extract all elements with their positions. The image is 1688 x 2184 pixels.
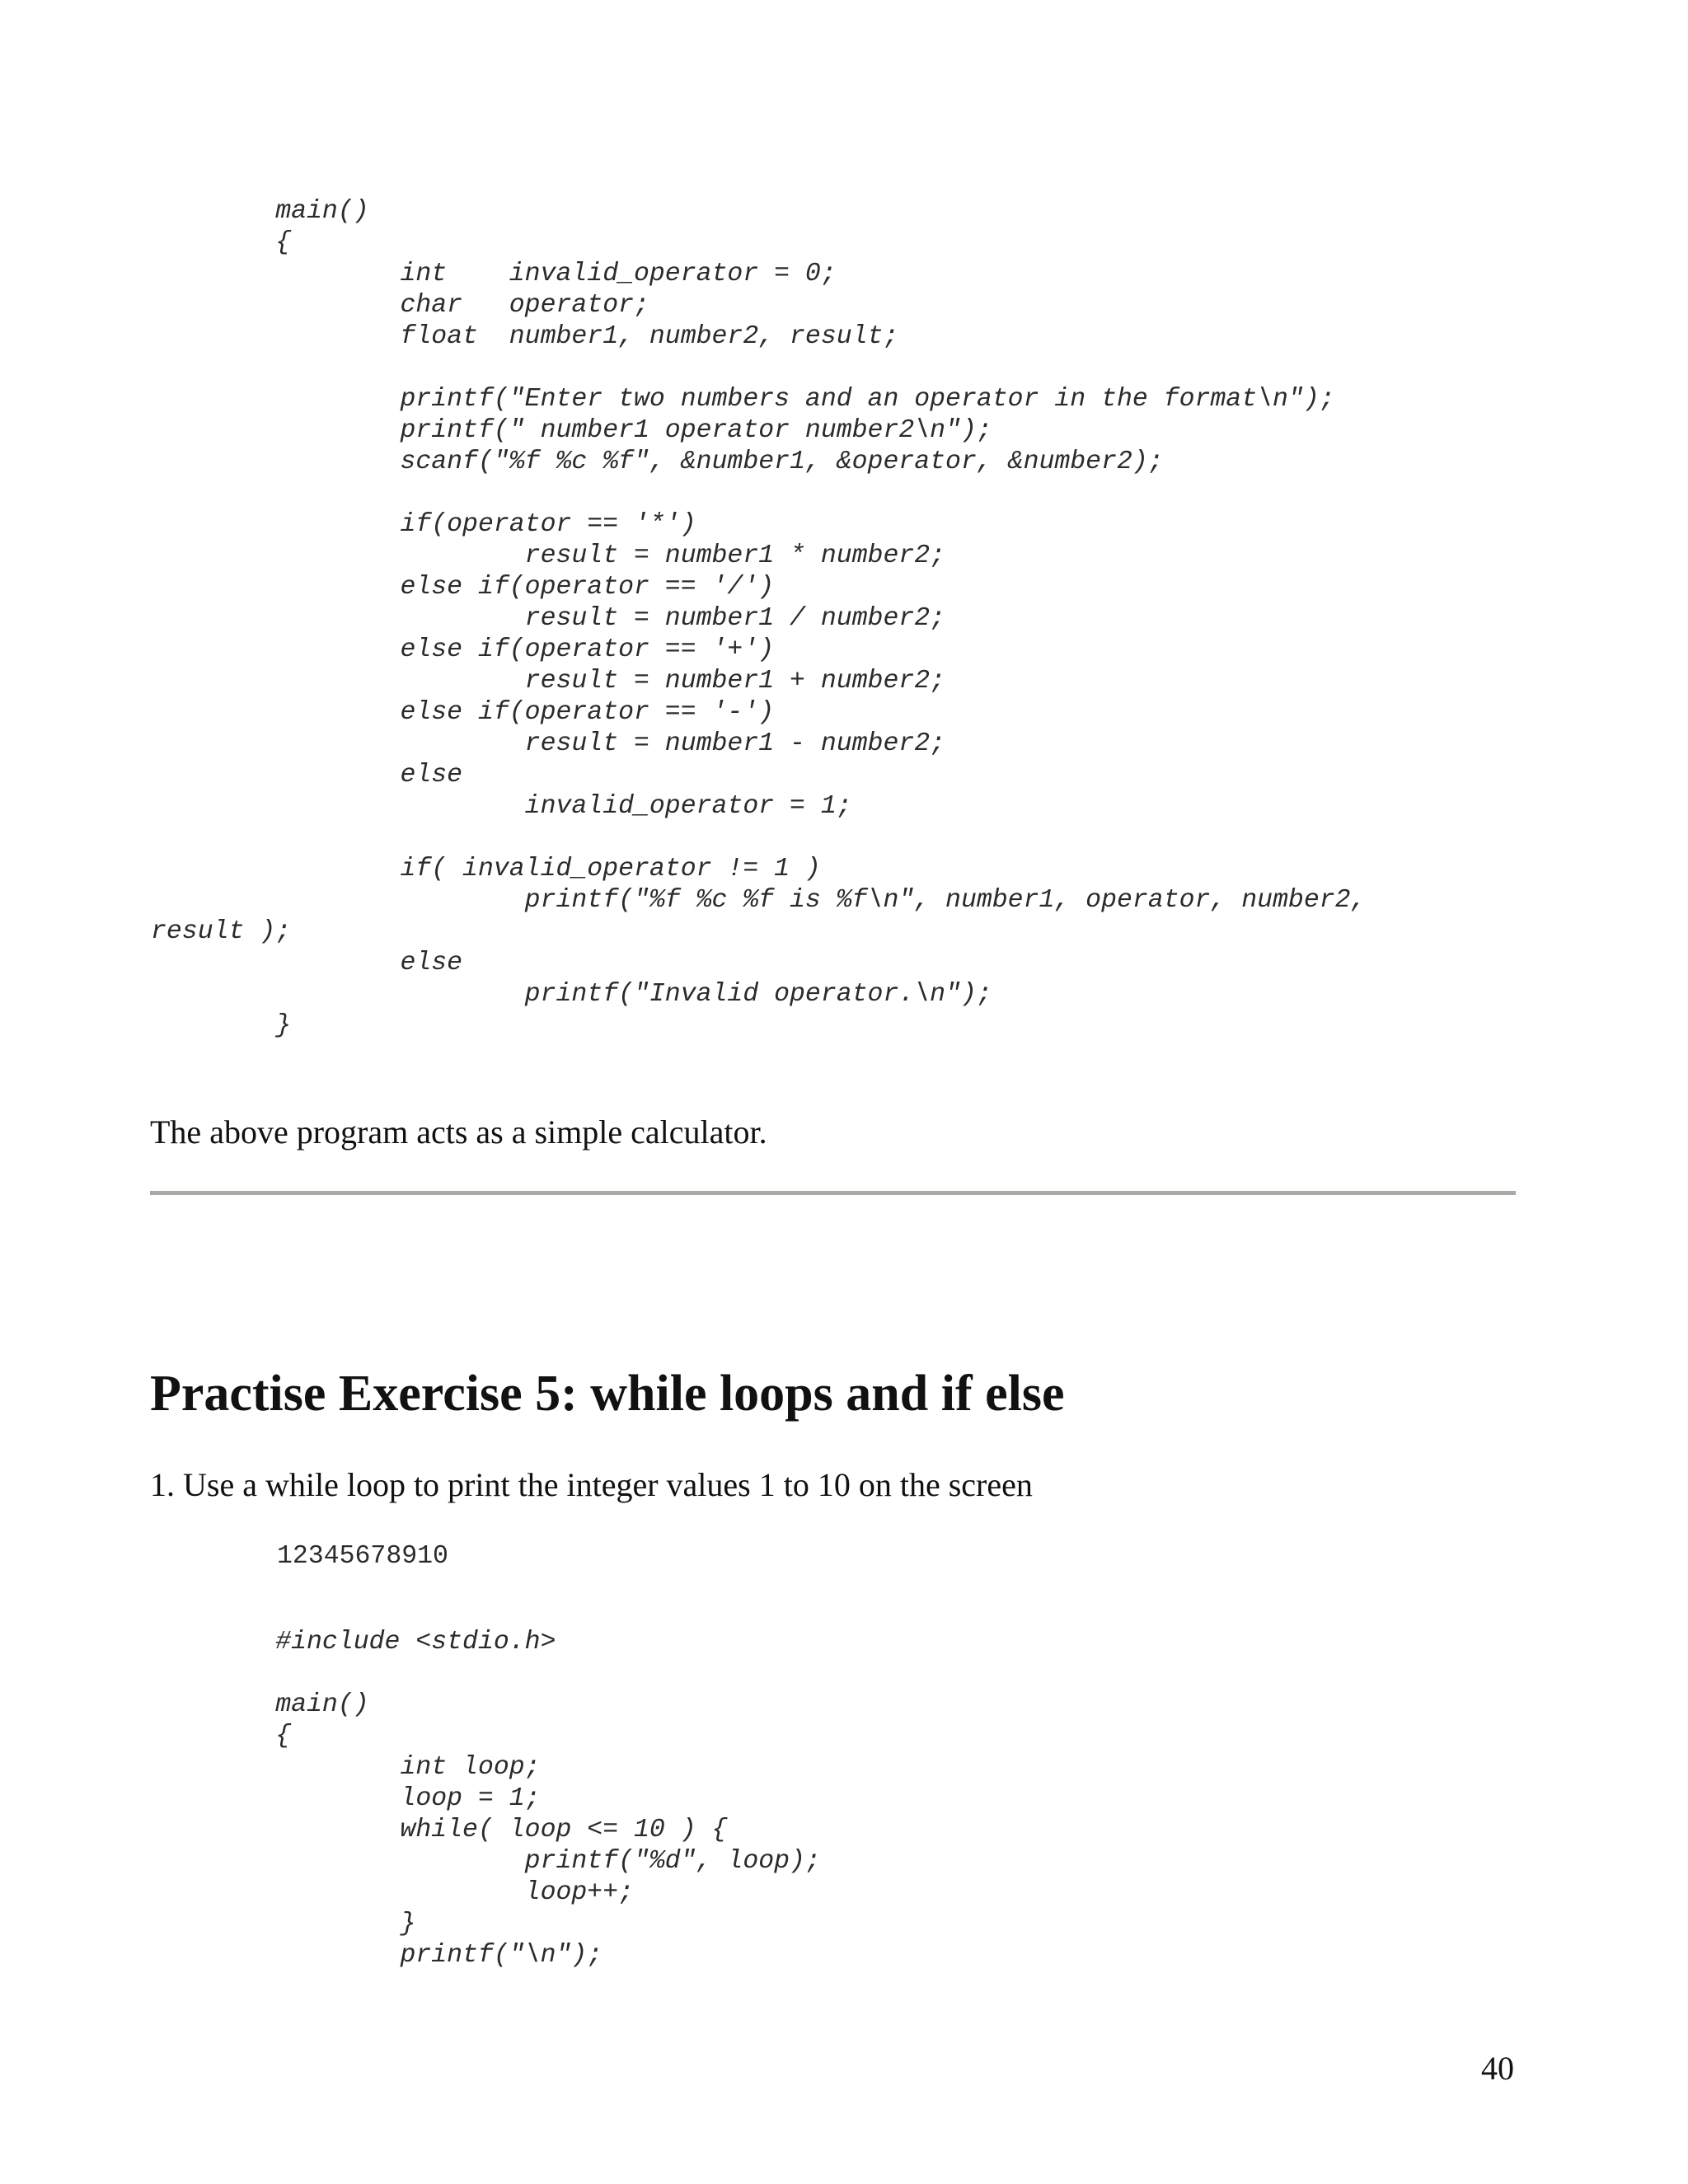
code-line: result = number1 * number2; <box>151 541 946 570</box>
code-line: char operator; <box>151 291 649 320</box>
code-line: int loop; <box>151 1753 541 1782</box>
code-line: result = number1 / number2; <box>151 604 946 633</box>
code-line: loop++; <box>151 1878 634 1907</box>
code-line <box>151 478 1366 509</box>
exercise-question-1: 1. Use a while loop to print the integer values 1 to 10 on the screen <box>150 1466 1033 1503</box>
code-line: scanf("%f %c %f", &number1, &operator, &number2); <box>151 448 1164 476</box>
code-line: result = number1 + number2; <box>151 667 946 696</box>
code-line: else <box>151 949 463 977</box>
code-line: } <box>151 1011 292 1040</box>
code-line: } <box>151 1910 416 1938</box>
code-line: result = number1 - number2; <box>151 729 946 758</box>
code-line: else <box>151 761 463 790</box>
code-line: printf("Invalid operator.\n"); <box>151 980 992 1009</box>
code-line: { <box>151 1722 292 1750</box>
code-line: printf("\n"); <box>151 1941 603 1970</box>
code-line: printf("%d", loop); <box>151 1847 821 1876</box>
code-line: if(operator == '*') <box>151 510 696 539</box>
section-divider <box>150 1191 1516 1195</box>
code-line: int invalid_operator = 0; <box>151 260 837 288</box>
page-number: 40 <box>1481 2050 1514 2087</box>
code-line <box>151 353 1366 384</box>
calculator-caption: The above program acts as a simple calculator. <box>150 1113 767 1151</box>
code-line: else if(operator == '+') <box>151 635 775 664</box>
code-line: while( loop <= 10 ) { <box>151 1816 728 1844</box>
code-line: { <box>151 228 292 257</box>
code-line: loop = 1; <box>151 1784 541 1813</box>
code-line: result ); <box>151 917 292 946</box>
code-line: printf(" number1 operator number2\n"); <box>151 416 992 445</box>
code-line <box>151 823 1366 854</box>
code-line: else if(operator == '-') <box>151 698 775 727</box>
calculator-code-block <box>151 196 1366 1042</box>
while-loop-code-block <box>151 1627 821 1971</box>
code-line: main() <box>151 1690 369 1719</box>
code-line: float number1, number2, result; <box>151 322 899 351</box>
code-line: else if(operator == '/') <box>151 573 775 602</box>
exercise-heading: Practise Exercise 5: while loops and if else <box>150 1366 1065 1422</box>
code-line: #include <stdio.h> <box>151 1628 556 1657</box>
code-line: main() <box>151 197 369 226</box>
code-line: if( invalid_operator != 1 ) <box>151 855 821 883</box>
program-output-sample: 12345678910 <box>277 1542 448 1571</box>
code-line: invalid_operator = 1; <box>151 792 852 821</box>
code-line: printf("Enter two numbers and an operator in the format\n"); <box>151 385 1335 414</box>
code-line: printf("%f %c %f is %f\n", number1, operator, number2, <box>151 886 1367 915</box>
code-line <box>151 1658 821 1690</box>
